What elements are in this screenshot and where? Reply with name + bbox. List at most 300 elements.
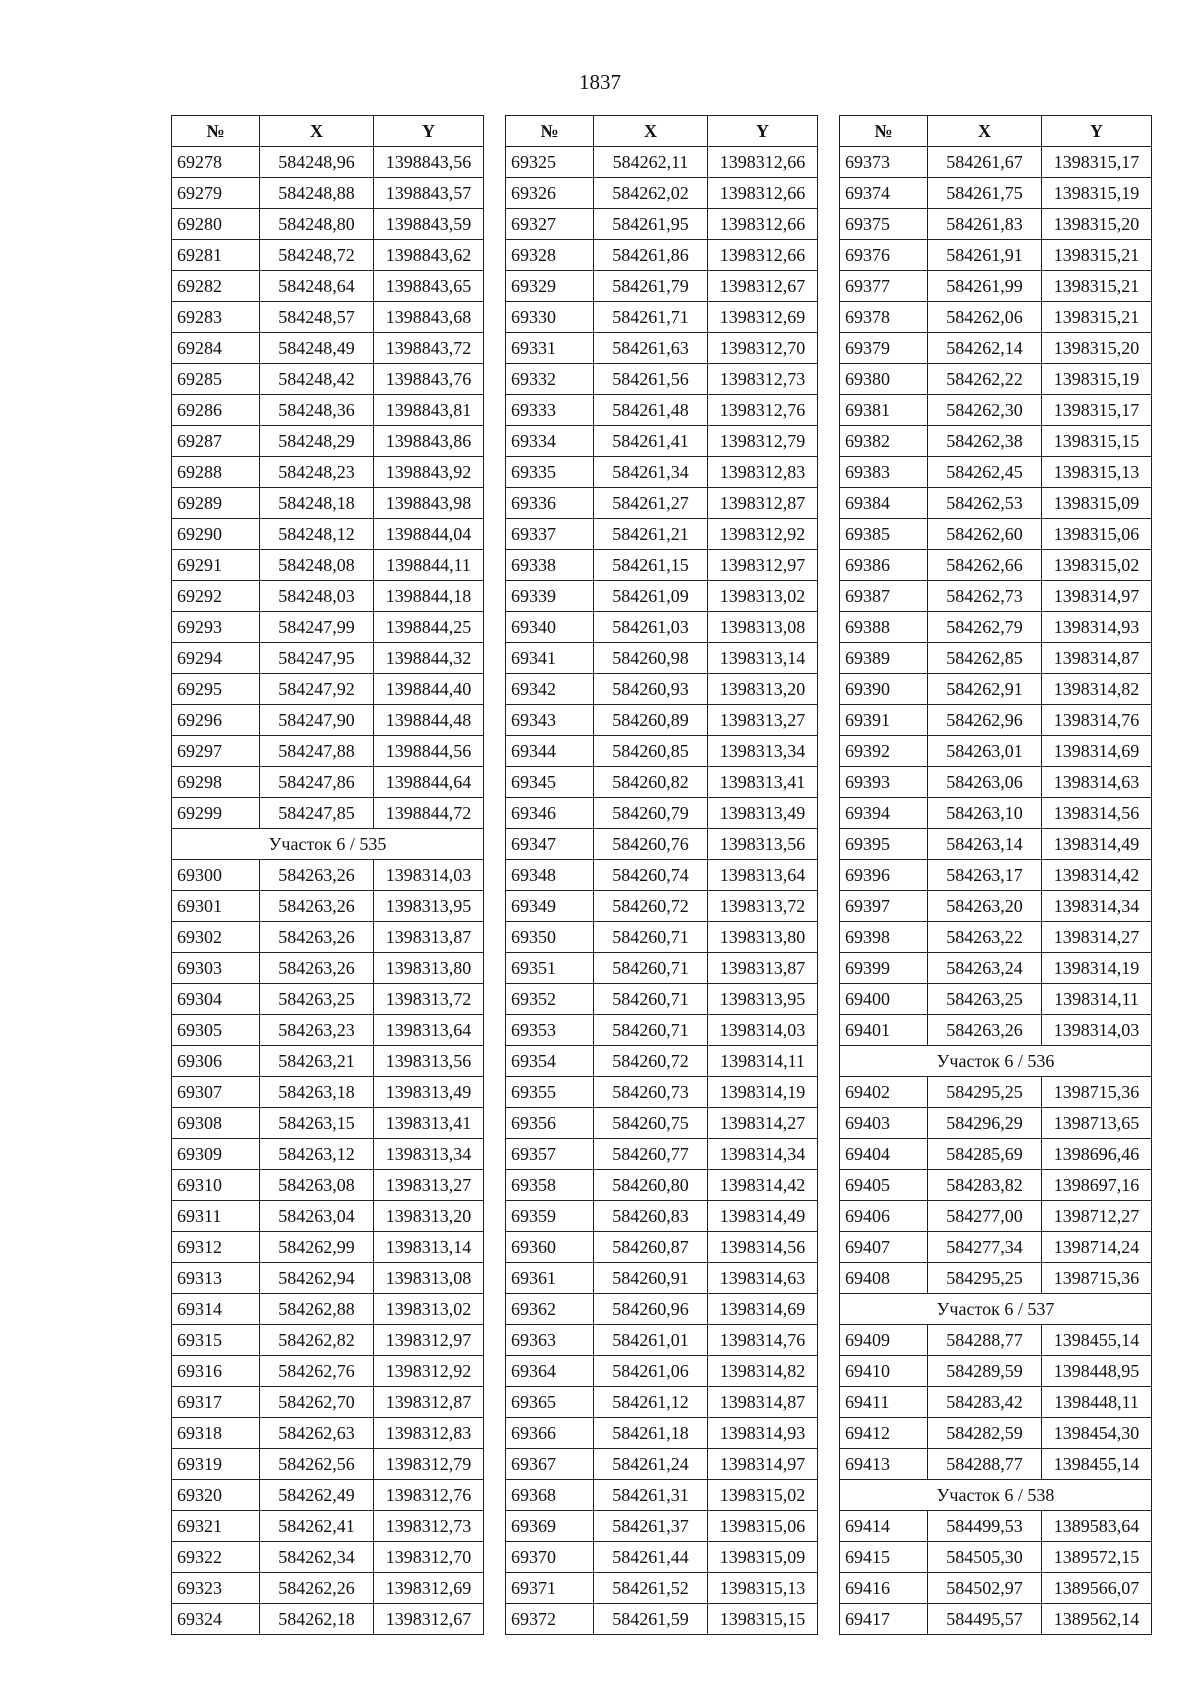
point-number: 69369 [506, 1511, 594, 1542]
table-row [172, 550, 484, 581]
table-row [840, 519, 1152, 550]
point-number: 69374 [840, 178, 928, 209]
x-coordinate: 584248,12 [260, 519, 374, 550]
table-row [172, 302, 484, 333]
coordinates-table-1 [171, 115, 484, 1635]
y-coordinate: 1398843,59 [374, 209, 484, 240]
table-row [506, 1108, 818, 1139]
point-number: 69281 [172, 240, 260, 271]
y-coordinate: 1398844,72 [374, 798, 484, 829]
point-number: 69407 [840, 1232, 928, 1263]
x-coordinate: 584261,48 [594, 395, 708, 426]
y-coordinate: 1398314,42 [1042, 860, 1152, 891]
point-number: 69302 [172, 922, 260, 953]
x-coordinate: 584260,83 [594, 1201, 708, 1232]
table-row [840, 240, 1152, 271]
x-coordinate: 584263,10 [928, 798, 1042, 829]
y-coordinate: 1398314,87 [1042, 643, 1152, 674]
table-row [172, 798, 484, 829]
y-coordinate: 1398314,69 [708, 1294, 818, 1325]
point-number: 69344 [506, 736, 594, 767]
y-coordinate: 1398314,82 [708, 1356, 818, 1387]
point-number: 69390 [840, 674, 928, 705]
point-number: 69278 [172, 147, 260, 178]
table-row [506, 1542, 818, 1573]
y-coordinate: 1398314,19 [708, 1077, 818, 1108]
y-coordinate: 1398313,27 [708, 705, 818, 736]
table-row [840, 581, 1152, 612]
x-coordinate: 584262,79 [928, 612, 1042, 643]
x-coordinate: 584263,25 [260, 984, 374, 1015]
table-row [506, 1325, 818, 1356]
y-coordinate: 1398843,57 [374, 178, 484, 209]
point-number: 69296 [172, 705, 260, 736]
y-coordinate: 1398315,21 [1042, 271, 1152, 302]
point-number: 69326 [506, 178, 594, 209]
point-number: 69328 [506, 240, 594, 271]
x-coordinate: 584261,71 [594, 302, 708, 333]
x-coordinate: 584277,34 [928, 1232, 1042, 1263]
point-number: 69365 [506, 1387, 594, 1418]
point-number: 69378 [840, 302, 928, 333]
x-coordinate: 584261,52 [594, 1573, 708, 1604]
y-coordinate: 1398843,92 [374, 457, 484, 488]
table-row [506, 240, 818, 271]
x-coordinate: 584260,74 [594, 860, 708, 891]
y-coordinate: 1398315,06 [708, 1511, 818, 1542]
table-row [506, 1356, 818, 1387]
x-coordinate: 584260,80 [594, 1170, 708, 1201]
table-row [506, 1232, 818, 1263]
y-coordinate: 1398313,87 [708, 953, 818, 984]
y-coordinate: 1398314,97 [708, 1449, 818, 1480]
x-coordinate: 584262,60 [928, 519, 1042, 550]
table-row [172, 1046, 484, 1077]
x-coordinate: 584261,12 [594, 1387, 708, 1418]
table-row [506, 178, 818, 209]
x-coordinate: 584262,88 [260, 1294, 374, 1325]
x-coordinate: 584261,59 [594, 1604, 708, 1635]
section-title: Участок 6 / 537 [840, 1294, 1152, 1325]
x-coordinate: 584261,01 [594, 1325, 708, 1356]
y-coordinate: 1398313,34 [374, 1139, 484, 1170]
table-row [172, 1232, 484, 1263]
table-row [840, 1263, 1152, 1294]
y-coordinate: 1398314,49 [1042, 829, 1152, 860]
y-coordinate: 1398314,34 [708, 1139, 818, 1170]
point-number: 69402 [840, 1077, 928, 1108]
table-row [172, 1542, 484, 1573]
point-number: 69310 [172, 1170, 260, 1201]
section-row [840, 1294, 1152, 1325]
section-title: Участок 6 / 535 [172, 829, 484, 860]
y-coordinate: 1398314,27 [1042, 922, 1152, 953]
x-coordinate: 584262,73 [928, 581, 1042, 612]
x-coordinate: 584247,99 [260, 612, 374, 643]
point-number: 69391 [840, 705, 928, 736]
table-row [506, 1201, 818, 1232]
table-row [506, 736, 818, 767]
point-number: 69307 [172, 1077, 260, 1108]
table-row [506, 519, 818, 550]
y-coordinate: 1398312,66 [708, 209, 818, 240]
point-number: 69300 [172, 860, 260, 891]
y-coordinate: 1398314,63 [708, 1263, 818, 1294]
x-coordinate: 584261,31 [594, 1480, 708, 1511]
table-row [172, 1263, 484, 1294]
section-title: Участок 6 / 536 [840, 1046, 1152, 1077]
table-header-row [506, 116, 818, 147]
y-coordinate: 1398314,49 [708, 1201, 818, 1232]
y-coordinate: 1398314,03 [1042, 1015, 1152, 1046]
point-number: 69350 [506, 922, 594, 953]
point-number: 69349 [506, 891, 594, 922]
table-row [506, 1139, 818, 1170]
table-row [840, 395, 1152, 426]
point-number: 69363 [506, 1325, 594, 1356]
point-number: 69297 [172, 736, 260, 767]
point-number: 69342 [506, 674, 594, 705]
table-row [506, 1573, 818, 1604]
table-row [840, 1108, 1152, 1139]
point-number: 69329 [506, 271, 594, 302]
point-number: 69384 [840, 488, 928, 519]
y-coordinate: 1398314,76 [1042, 705, 1152, 736]
table-row [172, 1015, 484, 1046]
y-coordinate: 1398314,27 [708, 1108, 818, 1139]
point-number: 69357 [506, 1139, 594, 1170]
table-row [840, 426, 1152, 457]
x-coordinate: 584248,29 [260, 426, 374, 457]
x-coordinate: 584263,14 [928, 829, 1042, 860]
y-coordinate: 1398312,76 [708, 395, 818, 426]
x-coordinate: 584262,02 [594, 178, 708, 209]
y-coordinate: 1398312,83 [374, 1418, 484, 1449]
y-coordinate: 1398315,21 [1042, 302, 1152, 333]
table-row [840, 1201, 1152, 1232]
x-coordinate: 584261,34 [594, 457, 708, 488]
y-coordinate: 1398312,69 [374, 1573, 484, 1604]
table-row [506, 147, 818, 178]
point-number: 69327 [506, 209, 594, 240]
table-row [506, 302, 818, 333]
table-row [172, 1418, 484, 1449]
x-coordinate: 584247,88 [260, 736, 374, 767]
table-row [840, 1511, 1152, 1542]
point-number: 69383 [840, 457, 928, 488]
point-number: 69289 [172, 488, 260, 519]
section-row [172, 829, 484, 860]
table-row [840, 1418, 1152, 1449]
table-row [172, 1449, 484, 1480]
point-number: 69392 [840, 736, 928, 767]
x-coordinate: 584262,11 [594, 147, 708, 178]
point-number: 69415 [840, 1542, 928, 1573]
header-y: Y [374, 116, 484, 147]
x-coordinate: 584263,22 [928, 922, 1042, 953]
y-coordinate: 1398315,17 [1042, 147, 1152, 178]
point-number: 69388 [840, 612, 928, 643]
y-coordinate: 1398312,76 [374, 1480, 484, 1511]
table-row [506, 829, 818, 860]
y-coordinate: 1398843,62 [374, 240, 484, 271]
point-number: 69340 [506, 612, 594, 643]
point-number: 69334 [506, 426, 594, 457]
y-coordinate: 1398314,97 [1042, 581, 1152, 612]
x-coordinate: 584248,18 [260, 488, 374, 519]
x-coordinate: 584288,77 [928, 1325, 1042, 1356]
point-number: 69356 [506, 1108, 594, 1139]
point-number: 69367 [506, 1449, 594, 1480]
x-coordinate: 584260,96 [594, 1294, 708, 1325]
x-coordinate: 584248,36 [260, 395, 374, 426]
x-coordinate: 584261,15 [594, 550, 708, 581]
x-coordinate: 584263,25 [928, 984, 1042, 1015]
table-row [172, 457, 484, 488]
y-coordinate: 1398312,92 [708, 519, 818, 550]
y-coordinate: 1398843,76 [374, 364, 484, 395]
point-number: 69408 [840, 1263, 928, 1294]
table-row [506, 922, 818, 953]
point-number: 69325 [506, 147, 594, 178]
y-coordinate: 1398315,21 [1042, 240, 1152, 271]
x-coordinate: 584260,72 [594, 891, 708, 922]
x-coordinate: 584263,26 [260, 860, 374, 891]
point-number: 69364 [506, 1356, 594, 1387]
table-row [840, 1325, 1152, 1356]
y-coordinate: 1398715,36 [1042, 1077, 1152, 1108]
y-coordinate: 1398712,27 [1042, 1201, 1152, 1232]
y-coordinate: 1398314,93 [1042, 612, 1152, 643]
x-coordinate: 584263,20 [928, 891, 1042, 922]
page-number: 1837 [579, 70, 621, 94]
table-row [840, 798, 1152, 829]
table-row [506, 333, 818, 364]
x-coordinate: 584261,91 [928, 240, 1042, 271]
x-coordinate: 584248,03 [260, 581, 374, 612]
y-coordinate: 1398313,27 [374, 1170, 484, 1201]
x-coordinate: 584247,85 [260, 798, 374, 829]
table-row [840, 922, 1152, 953]
point-number: 69323 [172, 1573, 260, 1604]
y-coordinate: 1398312,67 [374, 1604, 484, 1635]
y-coordinate: 1398313,80 [708, 922, 818, 953]
y-coordinate: 1398313,72 [708, 891, 818, 922]
x-coordinate: 584261,99 [928, 271, 1042, 302]
point-number: 69368 [506, 1480, 594, 1511]
x-coordinate: 584499,53 [928, 1511, 1042, 1542]
y-coordinate: 1398697,16 [1042, 1170, 1152, 1201]
x-coordinate: 584295,25 [928, 1263, 1042, 1294]
table-row [840, 1232, 1152, 1263]
table-row [840, 891, 1152, 922]
y-coordinate: 1398313,80 [374, 953, 484, 984]
point-number: 69394 [840, 798, 928, 829]
y-coordinate: 1398843,65 [374, 271, 484, 302]
table-row [172, 1511, 484, 1542]
x-coordinate: 584283,82 [928, 1170, 1042, 1201]
y-coordinate: 1398315,19 [1042, 364, 1152, 395]
point-number: 69293 [172, 612, 260, 643]
y-coordinate: 1398314,63 [1042, 767, 1152, 798]
y-coordinate: 1398844,25 [374, 612, 484, 643]
x-coordinate: 584263,23 [260, 1015, 374, 1046]
table-row [172, 767, 484, 798]
x-coordinate: 584505,30 [928, 1542, 1042, 1573]
table-row [172, 488, 484, 519]
y-coordinate: 1398312,66 [708, 178, 818, 209]
y-coordinate: 1398454,30 [1042, 1418, 1152, 1449]
x-coordinate: 584260,76 [594, 829, 708, 860]
y-coordinate: 1398843,56 [374, 147, 484, 178]
point-number: 69417 [840, 1604, 928, 1635]
x-coordinate: 584260,98 [594, 643, 708, 674]
point-number: 69292 [172, 581, 260, 612]
x-coordinate: 584248,49 [260, 333, 374, 364]
table-row [506, 674, 818, 705]
x-coordinate: 584295,25 [928, 1077, 1042, 1108]
table-row [506, 1015, 818, 1046]
y-coordinate: 1398312,70 [374, 1542, 484, 1573]
y-coordinate: 1398314,87 [708, 1387, 818, 1418]
y-coordinate: 1398313,20 [374, 1201, 484, 1232]
x-coordinate: 584261,95 [594, 209, 708, 240]
x-coordinate: 584261,41 [594, 426, 708, 457]
x-coordinate: 584260,91 [594, 1263, 708, 1294]
y-coordinate: 1398315,13 [1042, 457, 1152, 488]
table-row [840, 333, 1152, 364]
point-number: 69372 [506, 1604, 594, 1635]
x-coordinate: 584263,04 [260, 1201, 374, 1232]
x-coordinate: 584263,06 [928, 767, 1042, 798]
point-number: 69284 [172, 333, 260, 364]
y-coordinate: 1398312,97 [708, 550, 818, 581]
y-coordinate: 1398315,09 [1042, 488, 1152, 519]
point-number: 69403 [840, 1108, 928, 1139]
point-number: 69315 [172, 1325, 260, 1356]
table-row [840, 271, 1152, 302]
y-coordinate: 1398315,20 [1042, 209, 1152, 240]
point-number: 69291 [172, 550, 260, 581]
x-coordinate: 584263,26 [928, 1015, 1042, 1046]
table-row [172, 395, 484, 426]
point-number: 69375 [840, 209, 928, 240]
y-coordinate: 1398315,15 [708, 1604, 818, 1635]
point-number: 69288 [172, 457, 260, 488]
point-number: 69386 [840, 550, 928, 581]
table-row [172, 1108, 484, 1139]
y-coordinate: 1398312,67 [708, 271, 818, 302]
point-number: 69332 [506, 364, 594, 395]
x-coordinate: 584260,89 [594, 705, 708, 736]
table-row [506, 426, 818, 457]
y-coordinate: 1398312,92 [374, 1356, 484, 1387]
table-row [172, 1325, 484, 1356]
y-coordinate: 1398314,03 [374, 860, 484, 891]
y-coordinate: 1398844,32 [374, 643, 484, 674]
x-coordinate: 584262,34 [260, 1542, 374, 1573]
y-coordinate: 1398696,46 [1042, 1139, 1152, 1170]
header-y: Y [708, 116, 818, 147]
table-row [506, 860, 818, 891]
point-number: 69412 [840, 1418, 928, 1449]
table-row [506, 1418, 818, 1449]
point-number: 69348 [506, 860, 594, 891]
y-coordinate: 1398312,79 [708, 426, 818, 457]
table-row [506, 705, 818, 736]
y-coordinate: 1398313,49 [708, 798, 818, 829]
y-coordinate: 1398713,65 [1042, 1108, 1152, 1139]
point-number: 69370 [506, 1542, 594, 1573]
x-coordinate: 584261,18 [594, 1418, 708, 1449]
table-row [840, 860, 1152, 891]
x-coordinate: 584262,76 [260, 1356, 374, 1387]
table-row [506, 891, 818, 922]
x-coordinate: 584262,49 [260, 1480, 374, 1511]
point-number: 69341 [506, 643, 594, 674]
point-number: 69353 [506, 1015, 594, 1046]
x-coordinate: 584248,72 [260, 240, 374, 271]
point-number: 69397 [840, 891, 928, 922]
x-coordinate: 584260,93 [594, 674, 708, 705]
y-coordinate: 1398312,66 [708, 240, 818, 271]
point-number: 69400 [840, 984, 928, 1015]
table-row [840, 1449, 1152, 1480]
point-number: 69279 [172, 178, 260, 209]
x-coordinate: 584495,57 [928, 1604, 1042, 1635]
x-coordinate: 584248,57 [260, 302, 374, 333]
y-coordinate: 1389566,07 [1042, 1573, 1152, 1604]
table-row [506, 1294, 818, 1325]
x-coordinate: 584277,00 [928, 1201, 1042, 1232]
point-number: 69320 [172, 1480, 260, 1511]
point-number: 69280 [172, 209, 260, 240]
x-coordinate: 584262,96 [928, 705, 1042, 736]
point-number: 69322 [172, 1542, 260, 1573]
x-coordinate: 584261,63 [594, 333, 708, 364]
point-number: 69406 [840, 1201, 928, 1232]
y-coordinate: 1389583,64 [1042, 1511, 1152, 1542]
x-coordinate: 584260,71 [594, 984, 708, 1015]
table-row [840, 457, 1152, 488]
point-number: 69377 [840, 271, 928, 302]
x-coordinate: 584248,88 [260, 178, 374, 209]
y-coordinate: 1398315,17 [1042, 395, 1152, 426]
x-coordinate: 584261,44 [594, 1542, 708, 1573]
y-coordinate: 1398714,24 [1042, 1232, 1152, 1263]
point-number: 69304 [172, 984, 260, 1015]
x-coordinate: 584261,27 [594, 488, 708, 519]
x-coordinate: 584262,14 [928, 333, 1042, 364]
y-coordinate: 1398844,11 [374, 550, 484, 581]
table-row [840, 953, 1152, 984]
point-number: 69416 [840, 1573, 928, 1604]
y-coordinate: 1398312,73 [374, 1511, 484, 1542]
point-number: 69299 [172, 798, 260, 829]
point-number: 69352 [506, 984, 594, 1015]
x-coordinate: 584261,86 [594, 240, 708, 271]
section-title: Участок 6 / 538 [840, 1480, 1152, 1511]
x-coordinate: 584248,23 [260, 457, 374, 488]
y-coordinate: 1398313,64 [708, 860, 818, 891]
point-number: 69333 [506, 395, 594, 426]
x-coordinate: 584248,96 [260, 147, 374, 178]
table-row [506, 1449, 818, 1480]
table-row [172, 860, 484, 891]
y-coordinate: 1398314,56 [1042, 798, 1152, 829]
table-row [840, 736, 1152, 767]
point-number: 69319 [172, 1449, 260, 1480]
